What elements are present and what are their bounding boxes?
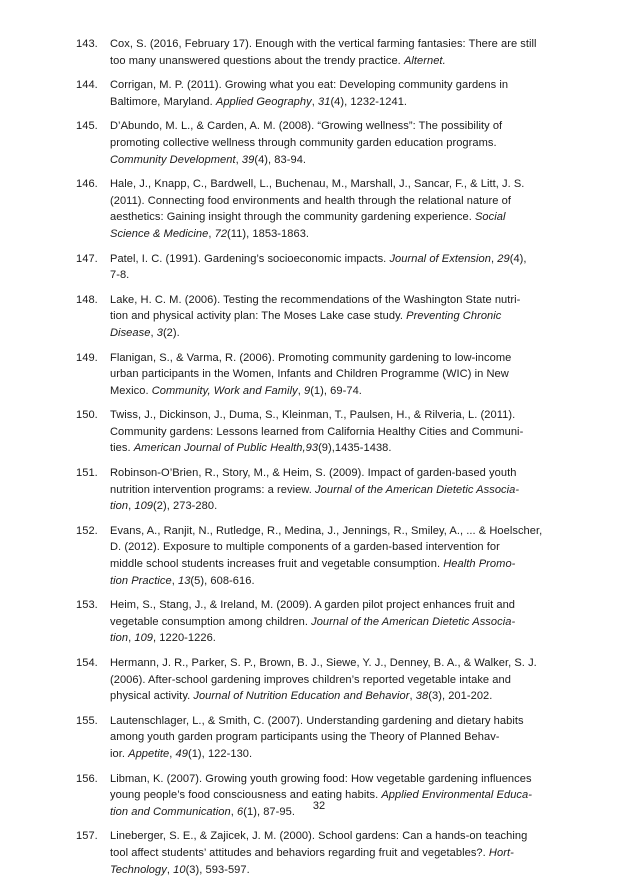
reference-item — [76, 77, 558, 110]
reference-italic-segment: 13 — [177, 574, 191, 587]
reference-italic-segment: 10 — [173, 863, 186, 876]
reference-text-segment: Flanigan, S., & Varma, R. (2006). Promoting community gardening to low-income urban participants in the Women, Infants and Children Programme (WIC) in New Mexico. — [110, 351, 512, 397]
reference-number: 155. — [76, 714, 98, 727]
reference-text-segment: , — [171, 574, 178, 587]
reference-text-segment: Lautenschlager, L., & Smith, C. (2007). Understanding gardening and dietary habits among youth garden program participants using the Theory of Planned Behav- ior. — [110, 714, 524, 760]
reference-number: 144. — [76, 79, 98, 92]
reference-number: 156. — [76, 772, 98, 785]
reference-italic-segment: 49 — [175, 747, 188, 760]
reference-item — [76, 118, 558, 168]
reference-text — [110, 292, 558, 342]
reference-number: 149. — [76, 351, 98, 364]
reference-text-segment: (1), 122-130. — [187, 747, 253, 760]
reference-text-segment: , — [166, 863, 174, 876]
reference-number: 143. — [76, 38, 98, 50]
reference-text-segment: (2). — [162, 326, 180, 339]
reference-text — [110, 713, 558, 763]
reference-text-segment: Robinson-O’Brien, R., Story, M., & Heim, S. (2009). Impact of garden-based youth nutrition intervention programs: a review. — [110, 467, 517, 496]
reference-number: 152. — [76, 524, 98, 537]
reference-italic-segment: Community Development — [110, 153, 236, 166]
reference-italic-segment: Hort- Technology — [110, 846, 514, 876]
reference-italic-segment: 29 — [497, 252, 510, 265]
reference-number: 151. — [76, 467, 98, 480]
reference-item — [76, 597, 558, 647]
reference-text-segment: (4), 7-8. — [110, 252, 527, 282]
reference-italic-segment: Health Promo- tion Practice — [110, 558, 516, 587]
reference-italic-segment: 72 — [214, 227, 228, 240]
reference-list — [76, 36, 558, 886]
reference-number: 150. — [76, 409, 98, 422]
reference-text — [110, 597, 558, 647]
reference-item — [76, 36, 558, 69]
reference-italic-segment: Journal of Extension — [389, 252, 491, 265]
reference-text-segment: (5), 608-616. — [190, 574, 255, 587]
reference-italic-segment: 3 — [156, 326, 163, 339]
reference-text — [110, 523, 558, 589]
reference-text-segment: D’Abundo, M. L., & Carden, A. M. (2008). “Growing wellness”: The possibility of promoting collective wellness through community garden education programs. — [110, 120, 503, 149]
reference-text — [110, 828, 558, 878]
reference-text — [110, 407, 558, 457]
reference-text-segment: (3), 593-597. — [185, 863, 250, 876]
reference-text-segment: , — [311, 95, 318, 108]
reference-italic-segment: 109 — [134, 632, 154, 645]
reference-text-segment: (4), 83-94. — [254, 153, 307, 166]
reference-italic-segment: Applied Geography — [215, 95, 312, 108]
reference-text-segment: (11), 1853-1863. — [227, 227, 310, 240]
reference-text-segment: (9),1435-1438. — [318, 442, 392, 455]
reference-text-segment: , — [208, 227, 215, 240]
reference-text — [110, 655, 558, 705]
reference-text-segment: Lake, H. C. M. (2006). Testing the recommendations of the Washington State nutri- tion and physical activity plan: The Moses Lake case study. — [110, 293, 521, 323]
reference-text-segment: , — [409, 690, 416, 703]
reference-text-segment: (3), 201-202. — [428, 690, 493, 703]
reference-text-segment: Hermann, J. R., Parker, S. P., Brown, B. J., Siewe, Y. J., Denney, B. A., & Walker, S. J. (2006). After-school gardening improves children’s reported vegetable intake and physical activity. — [110, 657, 537, 703]
reference-text-segment: Hale, J., Knapp, C., Bardwell, L., Buchenau, M., Marshall, J., Sancar, F., & Litt, J. S. (2011). Connecting food environments and health through the relational nature of aesthetics: Gaining insight through the community gardening experience. — [110, 178, 525, 224]
reference-italic-segment: 109 — [134, 500, 154, 513]
reference-italic-segment: 6 — [237, 805, 244, 818]
reference-italic-segment: American Journal of Public Health,93 — [133, 442, 319, 455]
reference-text — [110, 176, 558, 242]
reference-text-segment: , — [128, 632, 135, 645]
reference-italic-segment: 38 — [415, 690, 429, 703]
reference-number: 145. — [76, 120, 98, 133]
reference-italic-segment: Alternet. — [403, 54, 446, 67]
reference-number: 154. — [76, 657, 98, 669]
reference-text-segment: , — [150, 326, 157, 339]
reference-italic-segment: 39 — [241, 153, 255, 166]
reference-italic-segment: Applied Environmental Educa- tion and Communication — [110, 789, 532, 818]
reference-italic-segment: Preventing Chronic Disease — [110, 310, 502, 339]
reference-italic-segment: Appetite — [128, 747, 170, 760]
reference-item — [76, 350, 558, 400]
reference-item — [76, 176, 558, 242]
reference-text — [110, 465, 558, 515]
reference-number: 157. — [76, 830, 98, 843]
reference-text-segment: (1), 69-74. — [310, 384, 362, 397]
reference-number: 148. — [76, 293, 98, 306]
reference-italic-segment: Journal of the American Dietetic Associa- tion — [110, 483, 520, 513]
reference-italic-segment: Journal of Nutrition Education and Behavior — [193, 690, 410, 703]
reference-item — [76, 713, 558, 763]
reference-item — [76, 251, 558, 284]
reference-text — [110, 77, 558, 110]
reference-text — [110, 350, 558, 400]
reference-text-segment: Heim, S., Stang, J., & Ireland, M. (2009). A garden pilot project enhances fruit and vegetable consumption among children. — [110, 599, 516, 628]
reference-text-segment: Evans, A., Ranjit, N., Rutledge, R., Medina, J., Jennings, R., Smiley, A., ... & Hoelscher, D. (2012). Exposure to multiple components of a garden-based intervention for middle school students increases fruit and vegetable consumption. — [110, 524, 543, 571]
reference-text-segment: , — [490, 252, 498, 265]
reference-text-segment: Cox, S. (2016, February 17). Enough with the vertical farming fantasies: There are still too many unanswered questions about the trendy practice. — [110, 38, 537, 67]
reference-text — [110, 36, 558, 69]
reference-italic-segment: 9 — [303, 384, 311, 397]
reference-text-segment: , — [297, 384, 304, 397]
reference-text-segment: Corrigan, M. P. (2011). Growing what you eat: Developing community gardens in Baltimore, Maryland. — [110, 79, 509, 108]
reference-text-segment: (4), 1232-1241. — [330, 95, 408, 108]
reference-number: 153. — [76, 599, 98, 612]
reference-text-segment: , — [128, 500, 135, 513]
page-number: 32 — [312, 800, 326, 812]
reference-text-segment: Twiss, J., Dickinson, J., Duma, S., Kleinman, T., Paulsen, H., & Rilveria, L. (2011). Community gardens: Lessons learned from California Healthy Cities and Communi- ties. — [110, 409, 524, 455]
reference-text-segment: Libman, K. (2007). Growing youth growing food: How vegetable gardening influences young people’s food consciousness and eating habits. — [110, 772, 532, 802]
reference-text — [110, 118, 558, 168]
reference-text — [110, 251, 558, 284]
reference-item — [76, 465, 558, 515]
reference-text-segment: , — [235, 153, 242, 166]
reference-item — [76, 655, 558, 705]
reference-text-segment: (1), 87-95. — [243, 805, 295, 818]
reference-text-segment: , — [169, 747, 176, 760]
reference-text-segment: Patel, I. C. (1991). Gardening’s socioeconomic impacts. — [110, 252, 390, 265]
reference-item — [76, 407, 558, 457]
reference-italic-segment: 31 — [317, 95, 331, 108]
reference-item — [76, 523, 558, 589]
reference-italic-segment: Community, Work and Family — [151, 384, 298, 397]
reference-number: 147. — [76, 252, 98, 265]
reference-text-segment: , 1220-1226. — [153, 632, 216, 645]
reference-text-segment: (2), 273-280. — [153, 500, 218, 513]
reference-item — [76, 292, 558, 342]
reference-text-segment: , — [230, 805, 237, 818]
reference-italic-segment: Social Science & Medicine — [110, 211, 506, 240]
reference-italic-segment: Journal of the American Dietetic Associa- tion — [110, 615, 516, 645]
reference-item — [76, 828, 558, 878]
reference-number: 146. — [76, 178, 98, 191]
reference-text-segment: Lineberger, S. E., & Zajicek, J. M. (2000). School gardens: Can a hands-on teaching tool affect students’ attitudes and behaviors regarding fruit and vegetables?. — [110, 830, 528, 859]
